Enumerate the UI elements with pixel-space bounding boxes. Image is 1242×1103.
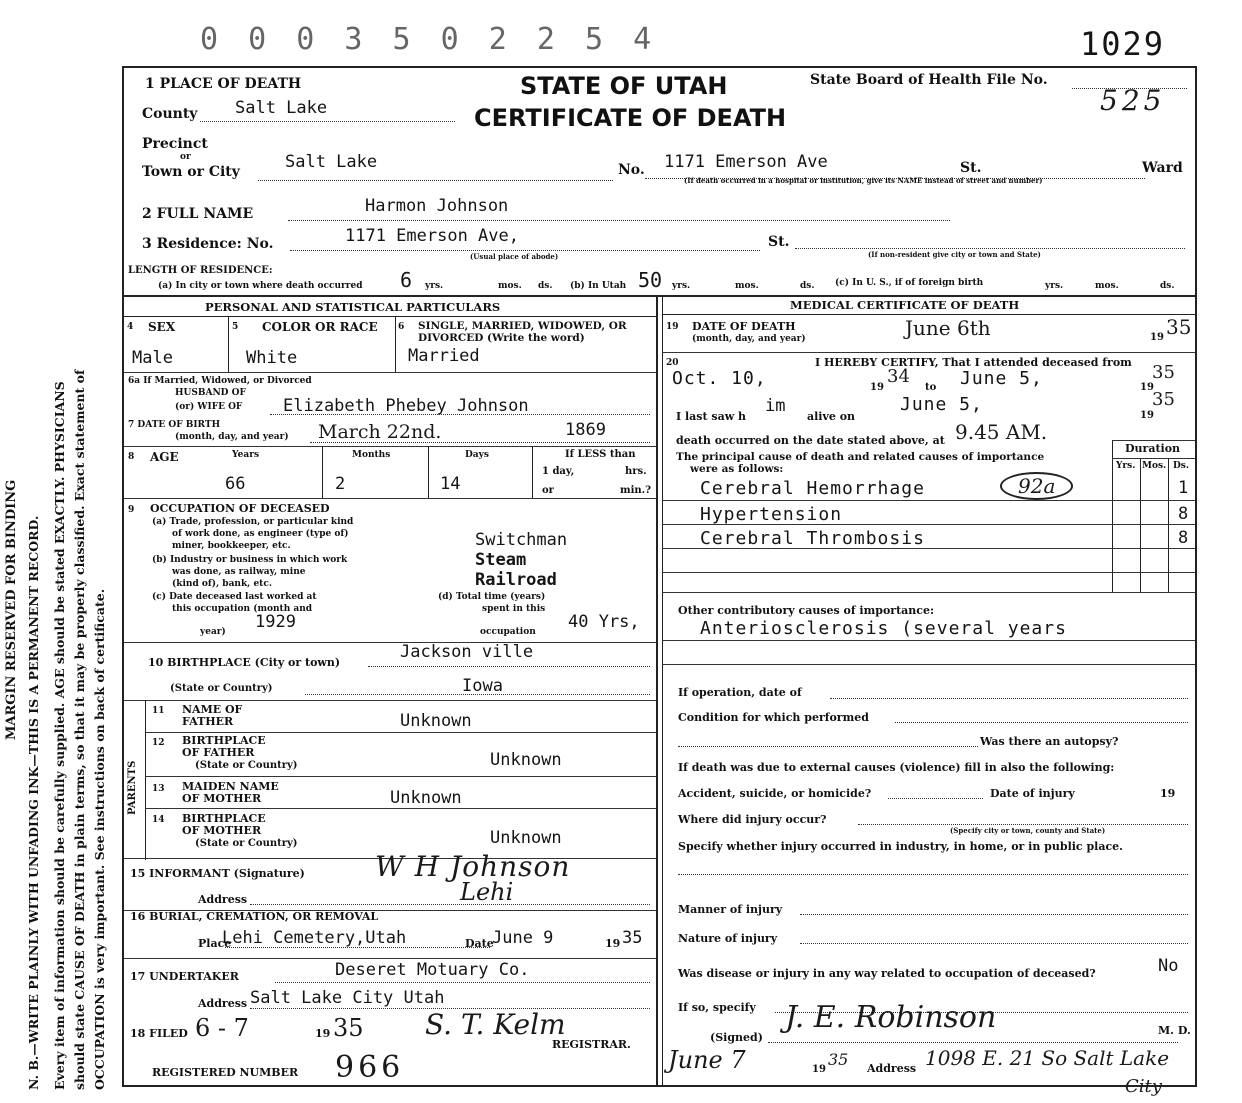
precinct-label: Precinct <box>142 136 208 152</box>
father-birth-label-1: BIRTHPLACE <box>182 734 266 747</box>
birthplace-label: 10 BIRTHPLACE (City or town) <box>148 656 341 669</box>
full-name-label: 2 FULL NAME <box>142 206 254 222</box>
color-number: 5 <box>232 322 239 332</box>
or-label: or <box>180 152 191 162</box>
where-label: Where did injury occur? <box>678 813 827 826</box>
residence-a-ds: ds. <box>538 281 553 291</box>
file-number-value: 525 <box>1100 84 1166 117</box>
birthplace-city: Jackson ville <box>400 642 534 662</box>
principal-cause-label-2: were as follows: <box>690 463 784 475</box>
months-label: Months <box>352 450 391 460</box>
to-year: 35 <box>1152 362 1175 383</box>
days-label: Days <box>465 450 489 460</box>
residence-c-mos: mos. <box>1095 281 1119 291</box>
signed-label: (Signed) <box>710 1031 763 1044</box>
mother-birth-label-2: OF MOTHER <box>182 824 262 837</box>
years-label: Years <box>232 450 260 460</box>
classification-code: 92a <box>1000 472 1073 500</box>
address-number-label: No. <box>618 162 645 178</box>
cause-2-days: 8 <box>1178 504 1189 524</box>
sex-number: 4 <box>127 322 134 332</box>
age-days: 14 <box>440 474 461 494</box>
informant-address-label: Address <box>198 893 248 906</box>
burial-year-prefix: 19 <box>605 937 621 950</box>
duration-yrs: Yrs. <box>1116 461 1136 471</box>
cert-text: I HEREBY CERTIFY, That I attended deceased from <box>815 356 1132 369</box>
undertaker-address: Salt Lake City Utah <box>250 988 445 1008</box>
residence-a-label: (a) In city or town where death occurred <box>158 281 363 291</box>
town-value: Salt Lake <box>285 152 378 172</box>
column-divider <box>656 295 658 1085</box>
if-so-label: If so, specify <box>678 1001 756 1014</box>
border-top <box>122 66 1197 68</box>
alive-prefix: 19 <box>1140 410 1154 421</box>
residence-a-mos: mos. <box>498 281 522 291</box>
residence-b-yrs: yrs. <box>672 281 691 291</box>
mother-number: 13 <box>152 784 165 794</box>
parents-side-label: PARENTS <box>127 760 138 815</box>
alive-date: June 5, <box>900 394 983 415</box>
less-than-label: If LESS than <box>565 449 636 460</box>
ink-notice: N. B.—WRITE PLAINLY WITH UNFADING INK—THIS IS A PERMANENT RECORD. <box>26 515 41 1090</box>
burial-date: June 9 <box>492 928 554 948</box>
residence-b-ds: ds. <box>800 281 815 291</box>
ward-label: Ward <box>1142 160 1183 176</box>
or-min-label: or <box>542 485 554 496</box>
occ-d-2: spent in this <box>482 604 546 614</box>
last-saw-him: im <box>765 396 786 416</box>
mother-birth-number: 14 <box>152 815 165 825</box>
father-birth-number: 12 <box>152 738 165 748</box>
residence-a-yrs: yrs. <box>425 281 444 291</box>
burial-date-label: Date <box>465 937 494 950</box>
physician-address: 1098 E. 21 So Salt Lake <box>925 1046 1170 1070</box>
instruction-line-3: OCCUPATION is very important. See instructions on back of certificate. <box>92 588 107 1090</box>
one-day-label: 1 day, <box>542 466 575 477</box>
injury-date-label: Date of injury <box>990 787 1075 800</box>
filed-year-prefix: 19 <box>315 1027 331 1040</box>
principal-cause-label-1: The principal cause of death and related causes of importance <box>676 451 1045 463</box>
industry-value-1: Steam <box>475 550 527 570</box>
residence-b-years: 50 <box>638 268 663 292</box>
birthplace-state-label: (State or Country) <box>170 683 273 694</box>
residence-value: 1171 Emerson Ave, <box>345 226 519 246</box>
signature-date: June 7 <box>668 1046 746 1074</box>
father-value: Unknown <box>400 711 472 731</box>
hrs-label: hrs. <box>625 466 647 477</box>
occ-c-3: year) <box>200 627 226 637</box>
father-birth-label-2: OF FATHER <box>182 746 255 759</box>
cause-2: Hypertension <box>700 504 843 525</box>
father-birth-label-3: (State or Country) <box>195 760 298 771</box>
medical-heading: MEDICAL CERTIFICATE OF DEATH <box>790 298 1020 312</box>
column-divider-2 <box>662 295 663 1085</box>
border-right <box>1195 66 1197 1086</box>
external-causes-label: If death was due to external causes (violence) fill in also the following: <box>678 761 1115 774</box>
border-left <box>122 66 124 1086</box>
sex-value: Male <box>132 348 173 368</box>
occupation-number: 9 <box>128 505 135 515</box>
occ-b-1: (b) Industry or business in which work <box>152 555 348 565</box>
age-label: AGE <box>150 450 179 464</box>
signature-year-prefix: 19 <box>812 1064 826 1075</box>
informant-signature: W H Johnson <box>375 850 571 883</box>
non-resident-note: (If non-resident give city or town and State) <box>868 250 1041 259</box>
registrar-label: REGISTRAR. <box>552 1038 631 1051</box>
mother-value: Unknown <box>390 788 462 808</box>
birthplace-state: Iowa <box>462 676 503 696</box>
related-label: Was disease or injury in any way related to occupation of deceased? <box>678 967 1096 980</box>
dob-label-2: (month, day, and year) <box>175 432 289 442</box>
manner-label: Manner of injury <box>678 903 783 916</box>
industry-value-2: Railroad <box>475 570 557 590</box>
mother-birth-label-3: (State or Country) <box>195 838 298 849</box>
informant-label: 15 INFORMANT (Signature) <box>130 867 305 880</box>
border-bottom <box>122 1085 1197 1087</box>
burial-year: 35 <box>622 928 643 948</box>
duration-label: Duration <box>1125 442 1181 455</box>
to-label: to <box>925 382 937 393</box>
where-note: (Specify city or town, county and State) <box>950 826 1106 835</box>
spouse-label-3: (or) WIFE OF <box>175 402 243 412</box>
color-value: White <box>246 348 298 368</box>
undertaker-address-label: Address <box>198 997 248 1010</box>
stamp-number: 1029 <box>1080 25 1166 63</box>
cert-number: 20 <box>666 358 679 368</box>
death-time: 9.45 AM. <box>955 420 1048 444</box>
filed-year: 35 <box>333 1014 364 1042</box>
occ-c-1: (c) Date deceased last worked at <box>152 592 317 602</box>
registered-number: 966 <box>335 1050 405 1085</box>
mother-birth-value: Unknown <box>490 828 562 848</box>
residence-street-label: St. <box>768 234 790 250</box>
marital-label: SINGLE, MARRIED, WIDOWED, OR DIVORCED (Write the word) <box>418 320 627 344</box>
father-birth-value: Unknown <box>490 750 562 770</box>
usual-abode-note: (Usual place of abode) <box>470 252 559 261</box>
burial-place: Lehi Cemetery,Utah <box>222 928 407 948</box>
mother-label-1: MAIDEN NAME <box>182 780 279 793</box>
filed-label: 18 FILED <box>130 1027 188 1040</box>
occ-a-2: of work done, as engineer (type of) <box>172 529 349 539</box>
physician-address-label: Address <box>867 1062 917 1075</box>
dob-year: 1869 <box>565 420 606 440</box>
burial-place-label: Place <box>198 937 232 950</box>
autopsy-label: Was there an autopsy? <box>980 735 1119 748</box>
physician-signature: J. E. Robinson <box>785 1000 997 1035</box>
sex-label: SEX <box>148 320 176 334</box>
marital-number: 6 <box>398 322 405 332</box>
serial-number: 0 0 0 3 5 0 2 2 5 4 <box>200 22 658 57</box>
dob-label-1: 7 DATE OF BIRTH <box>128 420 221 430</box>
place-of-death-heading: 1 PLACE OF DEATH <box>145 76 302 92</box>
instruction-line-1: Every item of information should be carefully supplied. AGE should be stated EXACTLY. PHYSICIANS <box>52 381 67 1090</box>
occ-a-1: (a) Trade, profession, or particular kind <box>152 517 354 527</box>
cause-1: Cerebral Hemorrhage <box>700 478 925 499</box>
spouse-value: Elizabeth Phebey Johnson <box>283 396 529 416</box>
residence-c-yrs: yrs. <box>1045 281 1064 291</box>
length-of-residence-label: LENGTH OF RESIDENCE: <box>128 265 273 276</box>
mother-label-2: OF MOTHER <box>182 792 262 805</box>
from-year: 34 <box>887 366 910 387</box>
burial-label: 16 BURIAL, CREMATION, OR REMOVAL <box>130 910 379 923</box>
to-prefix: 19 <box>1140 382 1154 393</box>
death-occurred-label: death occurred on the date stated above, at <box>676 434 945 447</box>
min-label: min.? <box>620 485 651 496</box>
residence-label: 3 Residence: No. <box>142 236 274 252</box>
occ-d-1: (d) Total time (years) <box>438 592 546 602</box>
occupation-value: Switchman <box>475 530 568 550</box>
father-label-1: NAME OF <box>182 703 243 716</box>
total-time-value: 40 Yrs, <box>568 612 640 632</box>
spouse-label-1: 6a If Married, Widowed, or Divorced <box>128 376 312 386</box>
cause-3: Cerebral Thrombosis <box>700 528 925 549</box>
marital-value: Married <box>408 346 480 366</box>
dob-value: March 22nd. <box>318 421 442 443</box>
cause-1-days: 1 <box>1178 478 1189 498</box>
county-value: Salt Lake <box>235 98 328 118</box>
dod-value: June 6th <box>905 316 991 340</box>
full-name-value: Harmon Johnson <box>365 196 509 216</box>
street-label: St. <box>960 160 982 176</box>
color-label: COLOR OR RACE <box>262 320 378 334</box>
residence-b-mos: mos. <box>735 281 759 291</box>
occ-b-2: was done, as railway, mine <box>172 567 306 577</box>
age-number: 8 <box>128 452 135 462</box>
death-address: 1171 Emerson Ave <box>664 152 828 172</box>
certificate-title: CERTIFICATE OF DEATH <box>474 104 787 132</box>
mother-birth-label-1: BIRTHPLACE <box>182 812 266 825</box>
occ-a-3: miner, bookkeeper, etc. <box>172 541 291 551</box>
dod-number: 19 <box>666 322 679 332</box>
specify-label: Specify whether injury occurred in industry, in home, or in public place. <box>678 840 1123 853</box>
duration-ds: Ds. <box>1173 461 1190 471</box>
condition-label: Condition for which performed <box>678 711 869 724</box>
residence-b-label: (b) In Utah <box>570 281 627 291</box>
filed-date: 6 - 7 <box>195 1014 249 1042</box>
dod-year: 35 <box>1166 315 1192 339</box>
dod-label-1: DATE OF DEATH <box>692 320 796 333</box>
alive-label: alive on <box>807 410 856 423</box>
cause-3-days: 8 <box>1178 528 1189 548</box>
personal-heading: PERSONAL AND STATISTICAL PARTICULARS <box>205 300 501 314</box>
injury-date-prefix: 19 <box>1160 787 1176 800</box>
residence-c-ds: ds. <box>1160 281 1175 291</box>
state-title: STATE OF UTAH <box>520 72 728 100</box>
accident-label: Accident, suicide, or homicide? <box>678 787 872 800</box>
attended-from: Oct. 10, <box>672 368 767 389</box>
related-value: No <box>1158 956 1179 976</box>
age-years: 66 <box>225 474 246 494</box>
operation-label: If operation, date of <box>678 686 802 699</box>
occ-b-3: (kind of), bank, etc. <box>172 579 272 589</box>
section-divider-top <box>122 295 1197 297</box>
duration-mos: Mos. <box>1142 461 1167 471</box>
attended-to: June 5, <box>960 368 1043 389</box>
physician-address-city: City <box>1125 1076 1162 1097</box>
spouse-label-2: HUSBAND OF <box>175 388 246 398</box>
binding-margin-text: MARGIN RESERVED FOR BINDING <box>4 479 19 740</box>
father-label-2: FATHER <box>182 715 234 728</box>
undertaker-label: 17 UNDERTAKER <box>130 970 239 983</box>
occupation-label: OCCUPATION OF DECEASED <box>150 502 330 515</box>
father-number: 11 <box>152 706 165 716</box>
md-label: M. D. <box>1158 1024 1191 1037</box>
instruction-line-2: should state CAUSE OF DEATH in plain terms, so that it may be properly classified. Exact statement of <box>72 369 87 1090</box>
informant-address: Lehi <box>460 878 514 906</box>
other-causes-label: Other contributory causes of importance: <box>678 604 935 617</box>
occ-d-3: occupation <box>480 627 536 637</box>
residence-a-years: 6 <box>400 268 413 292</box>
registered-number-label: REGISTERED NUMBER <box>152 1066 299 1079</box>
other-causes-value: Anteriosclerosis (several years <box>700 618 1067 639</box>
last-worked-value: 1929 <box>255 612 296 632</box>
last-saw-label: I last saw h <box>676 410 747 423</box>
town-label: Town or City <box>142 164 240 180</box>
alive-year: 35 <box>1152 389 1175 410</box>
undertaker-value: Deseret Motuary Co. <box>335 960 530 980</box>
signature-year: 35 <box>828 1050 849 1069</box>
from-prefix: 19 <box>870 382 884 393</box>
dod-prefix: 19 <box>1150 332 1164 343</box>
age-months: 2 <box>335 474 346 494</box>
county-label: County <box>142 106 198 122</box>
occ-c-2: this occupation (month and <box>172 604 313 614</box>
registrar-signature: S. T. Kelm <box>425 1008 566 1041</box>
hospital-note: (If death occurred in a hospital or institution, give its NAME instead of street and number) <box>684 176 1043 185</box>
file-number-label: State Board of Health File No. <box>810 72 1048 88</box>
dod-label-2: (month, day, and year) <box>692 334 806 344</box>
residence-c-label: (c) In U. S., if of foreign birth <box>835 278 984 288</box>
nature-label: Nature of injury <box>678 932 778 945</box>
